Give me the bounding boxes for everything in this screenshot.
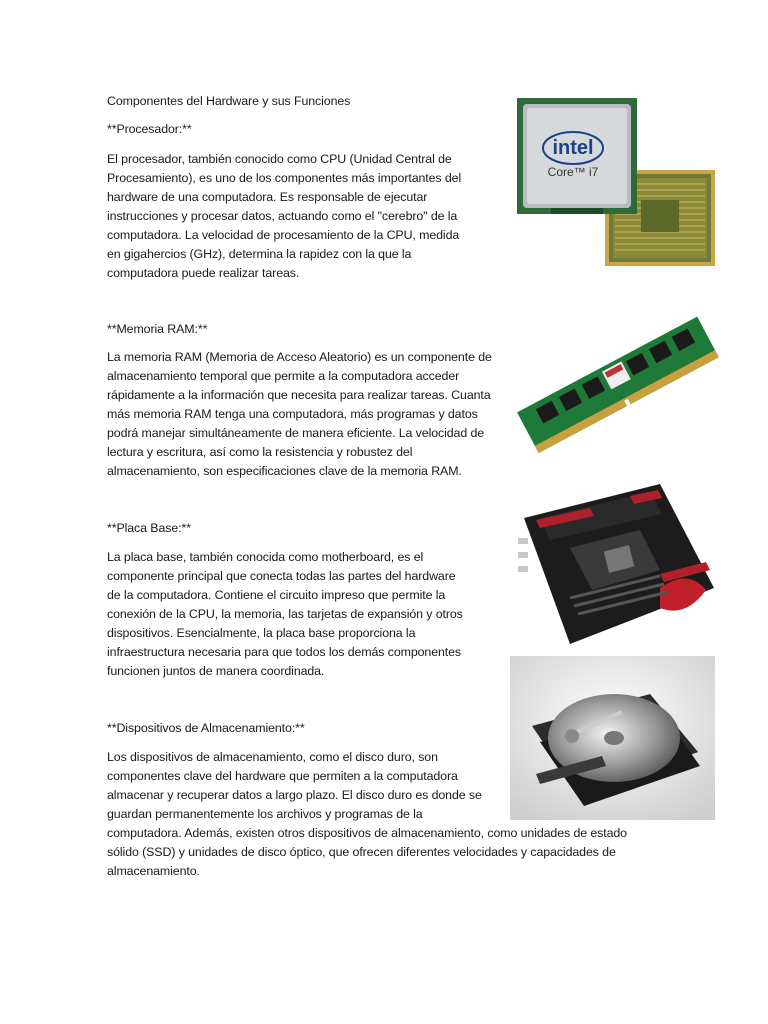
cpu-model-text: Core™ i7 [547,165,599,179]
section-paragraph-memoria-ram: La memoria RAM (Memoria de Acceso Aleatorio) es un componente de almacenamiento temporal que permite a la computadora acceder rápidamente a la información que necesita para realizar tareas. Cuanta más memoria RAM tenga una computadora, más programas y datos podrá manejar simultáneamente de manera eficiente. La velocidad de lectura y escritura, así como la resistencia y robustez del almacenamiento, son especificaciones clave de la memoria RAM. [107,350,492,478]
paragraph-part-top: Los dispositivos de almacenamiento, como el disco duro, son componentes clave del hardware que permiten a la computadora almacenar y recuperar datos a largo plazo. El disco duro es donde se guardan permanentemente los archivos y programas de la [107,750,482,821]
cpu-image [509,90,717,272]
section-heading-procesador: **Procesador:** [107,122,192,136]
ram-module-image [515,296,719,470]
section-heading-almacenamiento: **Dispositivos de Almacenamiento:** [107,721,305,735]
section-heading-placa-base: **Placa Base:** [107,521,191,535]
section-paragraph-placa-base: La placa base, también conocida como motherboard, es el componente principal que conecta todas las partes del hardware de la computadora. Contiene el circuito impreso que permite la conexión de la CPU, la memoria, las tarjetas de expansión y otros dispositivos. Esencialmente, la placa base proporciona la infraestructura necesaria para que todos los demás componentes funcionen juntos de manera coordinada. [107,550,463,678]
document-title: Componentes del Hardware y sus Funciones [107,94,351,108]
section-paragraph-procesador: El procesador, también conocido como CPU (Unidad Central de Procesamiento), es uno de los componentes más importantes del hardware de una computadora. Es responsable de ejecutar instrucciones y procesar datos, actuando como el "cerebro" de la computadora. La velocidad de procesamiento de la CPU, medida en gigahercios (GHz), determina la rapidez con la que la computadora puede realizar tareas. [107,152,462,280]
paragraph-part-bottom: computadora. Además, existen otros dispositivos de almacenamiento, como unidades de estado sólido (SSD) y unidades de disco óptico, que ofrecen diferentes velocidades y capacidades de almacenamiento. [107,826,627,878]
hard-drive-image [510,656,715,820]
motherboard-image [510,478,716,646]
section-heading-memoria-ram: **Memoria RAM:** [107,322,208,336]
cpu-logo-text: intel [552,137,594,159]
